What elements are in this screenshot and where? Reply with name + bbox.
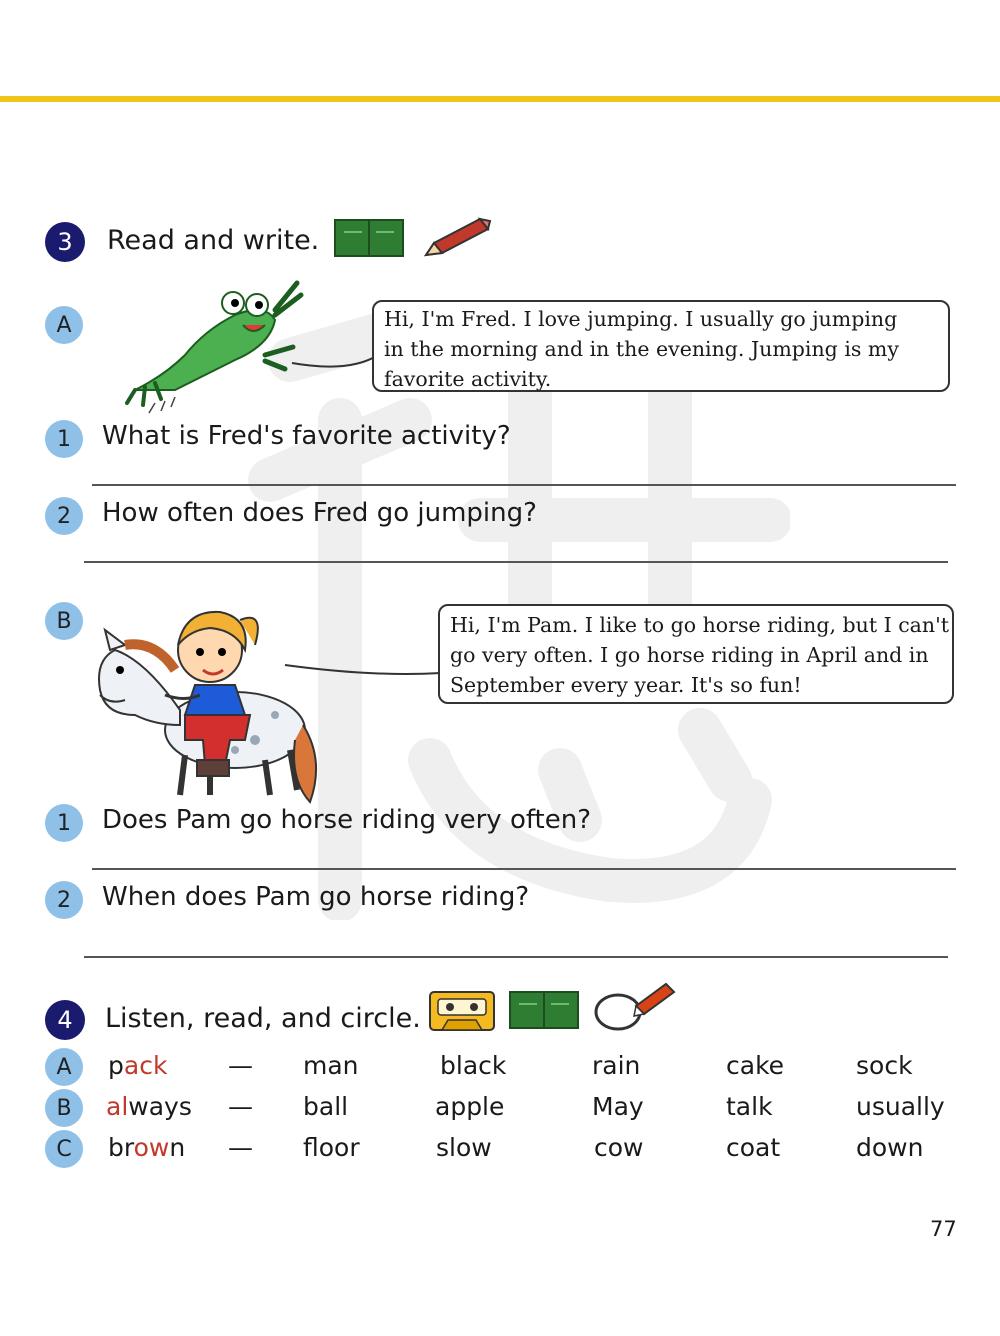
- top-decorative-line: [0, 96, 1000, 102]
- speech-tail-b: [283, 655, 443, 685]
- section-3-number-text: 3: [57, 228, 73, 256]
- speech-line: September every year. It's so fun!: [450, 673, 802, 697]
- question-b1-text: Does Pam go horse riding very often?: [102, 805, 592, 835]
- book-icon: [509, 990, 579, 1030]
- word-choice[interactable]: cow: [594, 1133, 644, 1162]
- key-word-b[interactable]: [106, 1092, 192, 1121]
- word-choice[interactable]: black: [440, 1051, 507, 1080]
- question-a1-text: What is Fred's favorite activity?: [102, 421, 511, 451]
- speech-line: in the morning and in the evening. Jumping is my: [384, 337, 899, 361]
- section-3-heading: Read and write.: [107, 225, 320, 256]
- word-choice[interactable]: down: [856, 1133, 924, 1162]
- speech-line: favorite activity.: [384, 367, 552, 391]
- key-word-c[interactable]: [108, 1133, 185, 1162]
- question-b2-number: [45, 881, 83, 919]
- question-number-text: 1: [57, 426, 71, 452]
- part-a-label: [45, 306, 83, 344]
- speech-bubble-fred: [372, 300, 950, 392]
- circle-pen-icon: [592, 980, 678, 1032]
- book-icon: [334, 218, 404, 258]
- word-choice[interactable]: rain: [592, 1051, 641, 1080]
- section-4-heading: Listen, read, and circle.: [105, 1003, 421, 1034]
- dash: —: [228, 1133, 253, 1162]
- section-4-number-text: 4: [57, 1006, 73, 1034]
- key-word-highlight: al: [106, 1092, 129, 1121]
- key-word-part: br: [108, 1133, 134, 1162]
- frog-jumping-icon: [125, 275, 305, 415]
- part-b-label: [45, 602, 83, 640]
- part-a-label-text: A: [56, 312, 72, 338]
- part-b-label-text: B: [56, 608, 72, 634]
- section-4-number: [45, 1000, 85, 1040]
- word-choice[interactable]: talk: [726, 1092, 773, 1121]
- answer-line-a2[interactable]: [84, 561, 948, 563]
- word-choice[interactable]: slow: [436, 1133, 492, 1162]
- question-number-text: 1: [57, 810, 71, 836]
- row-a-label: [45, 1048, 83, 1086]
- row-label-text: C: [56, 1136, 72, 1162]
- word-choice[interactable]: cake: [726, 1051, 785, 1080]
- key-word-part: ways: [128, 1092, 192, 1121]
- word-choice[interactable]: man: [303, 1051, 359, 1080]
- key-word-part: p: [108, 1051, 124, 1080]
- dash: —: [228, 1051, 253, 1080]
- key-word-a[interactable]: [108, 1051, 167, 1080]
- word-choice[interactable]: sock: [856, 1051, 913, 1080]
- word-choice[interactable]: coat: [726, 1133, 781, 1162]
- speech-tail-a: [290, 335, 380, 375]
- key-word-part: n: [169, 1133, 186, 1162]
- page-number: 77: [930, 1217, 957, 1241]
- speech-line: Hi, I'm Pam. I like to go horse riding, but I can't: [450, 613, 949, 637]
- row-label-text: B: [56, 1095, 72, 1121]
- row-b-label: [45, 1089, 83, 1127]
- answer-line-b1[interactable]: [92, 868, 956, 870]
- speech-line: go very often. I go horse riding in April and in: [450, 643, 929, 667]
- word-choice[interactable]: apple: [435, 1092, 505, 1121]
- word-choice[interactable]: May: [592, 1092, 644, 1121]
- row-c-label: [45, 1130, 83, 1168]
- girl-horse-riding-icon: [85, 590, 325, 805]
- question-b2-text: When does Pam go horse riding?: [102, 882, 530, 912]
- question-a2-number: [45, 497, 83, 535]
- word-choice[interactable]: usually: [856, 1092, 945, 1121]
- cassette-icon: [428, 990, 496, 1032]
- question-a1-number: [45, 420, 83, 458]
- word-choice[interactable]: ball: [303, 1092, 349, 1121]
- word-choice[interactable]: floor: [303, 1133, 360, 1162]
- speech-line: Hi, I'm Fred. I love jumping. I usually go jumping: [384, 307, 898, 331]
- pencil-icon: [420, 215, 492, 259]
- section-3-number: [45, 222, 85, 262]
- key-word-highlight: ow: [133, 1133, 170, 1162]
- question-a2-text: How often does Fred go jumping?: [102, 498, 537, 528]
- question-b1-number: [45, 804, 83, 842]
- row-label-text: A: [56, 1054, 72, 1080]
- answer-line-b2[interactable]: [84, 956, 948, 958]
- question-number-text: 2: [57, 503, 71, 529]
- question-number-text: 2: [57, 887, 71, 913]
- answer-line-a1[interactable]: [92, 484, 956, 486]
- dash: —: [228, 1092, 253, 1121]
- key-word-highlight: ack: [123, 1051, 168, 1080]
- speech-bubble-pam: [438, 604, 954, 704]
